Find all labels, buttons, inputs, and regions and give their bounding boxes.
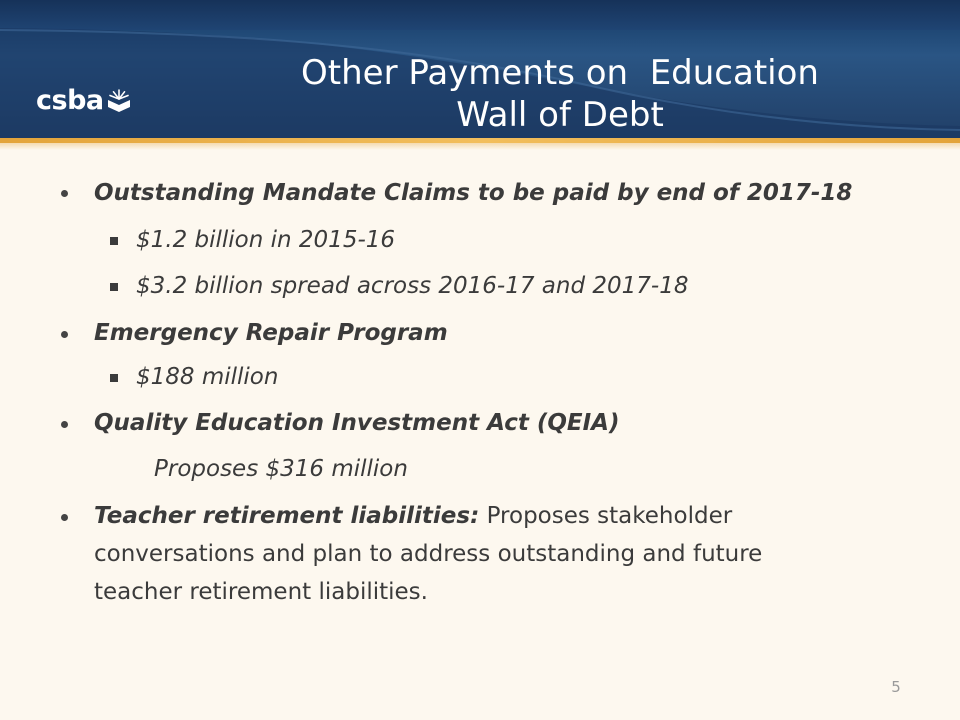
sub-bullet-square [110,283,118,291]
title-line-1: Other Payments on Education [301,53,819,93]
bullet-dot [61,331,68,338]
sub-bullet-text: $1.2 billion in 2015-16 [136,227,396,253]
sub-note [154,456,408,482]
sub-bullet-square [110,374,118,382]
bullet-continuation [94,541,762,567]
bullet-continuation [94,579,428,605]
sub-bullet-text: $188 million [136,364,279,390]
bullet-dot [61,190,68,197]
bullet-text: Outstanding Mandate Claims to be paid by end of 2017-18 [94,180,853,206]
bullet-text: teacher retirement liabilities. [94,579,428,605]
logo-text: csba [36,84,104,116]
bullet-label: Teacher retirement liabilities: [94,503,480,529]
sub-bullet-item [136,227,395,253]
bullet-item [94,320,448,346]
bullet-text: Quality Education Investment Act (QEIA) [94,410,620,436]
sub-bullet-item [136,364,278,390]
sub-bullet-item [136,273,688,299]
bullet-text: Emergency Repair Program [94,320,448,346]
bullet-text: conversations and plan to address outstanding and future [94,541,763,567]
title-line-2: Wall of Debt [456,95,664,135]
bullet-text: Proposes stakeholder [479,503,733,529]
bullet-item [94,410,620,436]
sub-bullet-text: $3.2 billion spread across 2016-17 and 2017-18 [136,273,689,299]
page-number: 5 [891,678,901,696]
bullet-dot [61,514,68,521]
bullet-item [94,180,852,206]
bullet-item [94,503,732,529]
sub-bullet-square [110,237,118,245]
sub-note-text: Proposes $316 million [154,456,408,482]
bullet-dot [61,421,68,428]
